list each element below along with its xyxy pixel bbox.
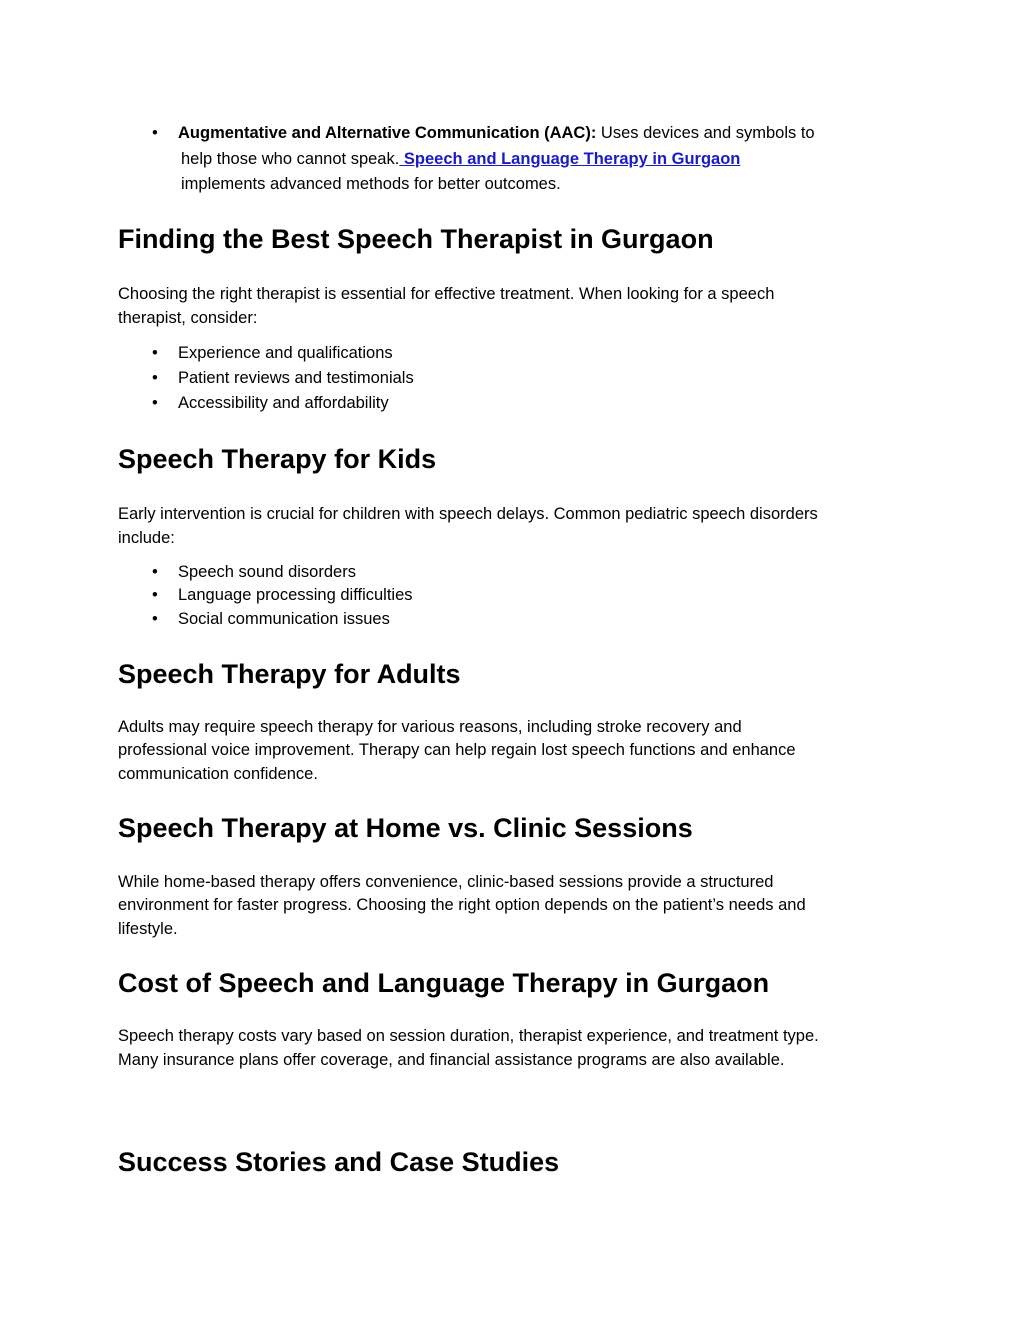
bullet-marker: • (152, 394, 158, 412)
aac-line-2 (181, 147, 740, 171)
paragraph-line: communication confidence. (118, 765, 318, 783)
paragraph-line: Speech therapy costs vary based on session duration, therapist experience, and treatment type. (118, 1027, 819, 1045)
aac-text-line-1: Uses devices and symbols to (596, 124, 815, 142)
list-item (152, 583, 413, 607)
bullet-marker: • (152, 563, 158, 581)
aac-list-item (152, 121, 815, 145)
bullet-marker: • (152, 124, 158, 142)
list-item-text: Language processing difficulties (178, 586, 413, 604)
aac-text-line-3: implements advanced methods for better outcomes. (181, 175, 561, 193)
paragraph-line: therapist, consider: (118, 309, 258, 327)
paragraph-line: Early intervention is crucial for children with speech delays. Common pediatric speech disorders (118, 505, 818, 523)
list-item (152, 341, 393, 365)
aac-text-line-2: help those who cannot speak. (181, 150, 400, 168)
section-heading-success-stories: Success Stories and Case Studies (118, 1147, 560, 1177)
paragraph-line: professional voice improvement. Therapy can help regain lost speech functions and enhance (118, 741, 796, 759)
list-item (152, 607, 390, 631)
paragraph-line: Many insurance plans offer coverage, and financial assistance programs are also available. (118, 1051, 785, 1069)
list-item (152, 391, 389, 415)
bullet-marker: • (152, 610, 158, 628)
bullet-marker: • (152, 586, 158, 604)
list-item (152, 560, 356, 584)
section-heading-adults: Speech Therapy for Adults (118, 659, 461, 689)
paragraph-line: lifestyle. (118, 920, 178, 938)
list-item-text: Experience and qualifications (178, 344, 393, 362)
paragraph-line: environment for faster progress. Choosing the right option depends on the patient’s needs and (118, 896, 806, 914)
list-item-text: Patient reviews and testimonials (178, 369, 414, 387)
speech-language-therapy-link[interactable]: Speech and Language Therapy in Gurgaon (399, 150, 741, 168)
list-item-text: Accessibility and affordability (178, 394, 389, 412)
aac-term: Augmentative and Alternative Communication (AAC): (178, 124, 597, 142)
paragraph-line: include: (118, 529, 175, 547)
section-heading-best-therapist: Finding the Best Speech Therapist in Gurgaon (118, 224, 714, 254)
paragraph-line: While home-based therapy offers convenience, clinic-based sessions provide a structured (118, 873, 774, 891)
paragraph-line: Adults may require speech therapy for various reasons, including stroke recovery and (118, 718, 742, 736)
list-item (152, 366, 414, 390)
list-item-text: Social communication issues (178, 610, 390, 628)
section-heading-cost: Cost of Speech and Language Therapy in Gurgaon (118, 968, 770, 998)
list-item-text: Speech sound disorders (178, 563, 356, 581)
section-heading-kids: Speech Therapy for Kids (118, 444, 437, 474)
paragraph-line: Choosing the right therapist is essential for effective treatment. When looking for a speech (118, 285, 775, 303)
bullet-marker: • (152, 344, 158, 362)
bullet-marker: • (152, 369, 158, 387)
section-heading-home-vs-clinic: Speech Therapy at Home vs. Clinic Sessions (118, 813, 693, 843)
